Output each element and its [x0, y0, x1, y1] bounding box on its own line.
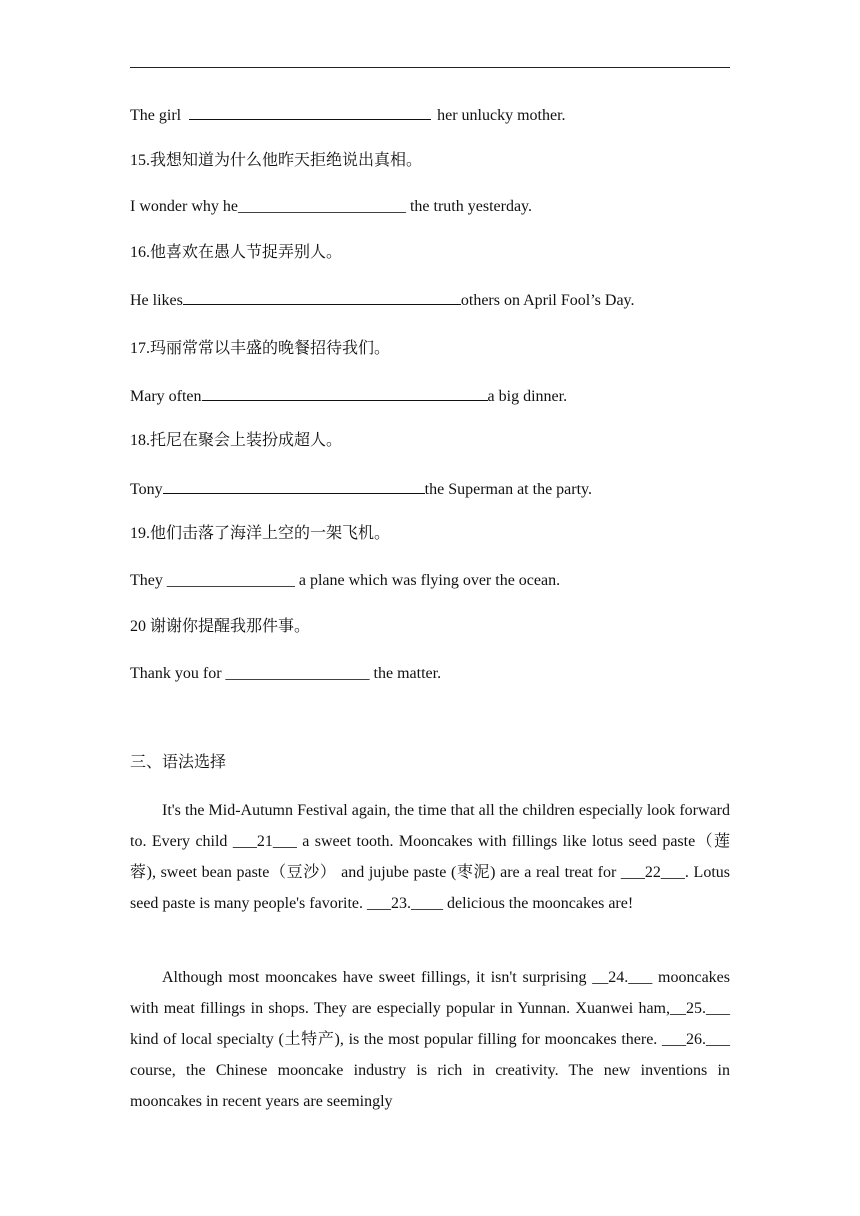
line-text-post: the Superman at the party. — [424, 481, 593, 498]
answer-blank[interactable] — [163, 478, 425, 494]
exercise-line-20-cn: 20 谢谢你提醒我那件事。 — [130, 618, 311, 635]
exercise-line-18-cn: 18.托尼在聚会上装扮成超人。 — [130, 432, 343, 449]
answer-blank[interactable] — [183, 289, 461, 305]
line-text-pre: He likes — [130, 292, 183, 309]
answer-blank[interactable] — [189, 104, 431, 120]
exercise-line-15-cn: 15.我想知道为什么他昨天拒绝说出真相。 — [130, 152, 423, 169]
exercise-line-16-cn: 16.他喜欢在愚人节捉弄别人。 — [130, 244, 343, 261]
answer-blank[interactable]: ________________ — [166, 572, 295, 589]
line-text-post: a big dinner. — [487, 388, 568, 405]
exercise-line-17-cn: 17.玛丽常常以丰盛的晚餐招待我们。 — [130, 340, 391, 357]
line-text-pre: They — [130, 572, 167, 589]
line-text-pre: Mary often — [130, 388, 202, 405]
line-text-pre: Thank you for — [130, 665, 226, 682]
exercise-line-15-en — [130, 196, 532, 218]
line-text-post: her unlucky mother. — [433, 107, 566, 124]
line-text-pre: The girl — [130, 107, 186, 124]
exercise-line-20-en — [130, 663, 441, 685]
exercise-line-16-en — [130, 289, 635, 312]
passage-paragraph-1: It's the Mid-Autumn Festival again, the time that all the children especially look forward to. Every child ___21___ a sweet tooth. Mooncakes with fillings like lotus seed paste（莲蓉), sweet bean paste（豆沙） and jujube paste (枣泥) are a real treat for ___22___. Lotus seed paste is many people's favorite. ___23.____ delicious the mooncakes are! — [130, 802, 730, 912]
section-title: 三、语法选择 — [130, 754, 227, 771]
answer-blank[interactable]: _____________________ — [237, 198, 406, 215]
exercise-line-14-en — [130, 104, 566, 127]
answer-blank[interactable] — [202, 385, 488, 401]
line-text-pre: Tony — [130, 481, 163, 498]
answer-blank[interactable]: __________________ — [225, 665, 370, 682]
line-text-post: a plane which was flying over the ocean. — [294, 572, 561, 589]
exercise-line-19-cn: 19.他们击落了海洋上空的一架飞机。 — [130, 525, 391, 542]
header-rule — [130, 67, 730, 68]
line-text-post: others on April Fool’s Day. — [460, 292, 635, 309]
line-text-post: the truth yesterday. — [405, 198, 532, 215]
line-text-pre: I wonder why he — [130, 198, 238, 215]
exercise-line-18-en — [130, 478, 592, 501]
exercise-line-19-en — [130, 570, 560, 592]
passage-paragraph-2: Although most mooncakes have sweet fillings, it isn't surprising __24.___ mooncakes with meat fillings in shops. They are especially popular in Yunnan. Xuanwei ham,__25.___ kind of local specialty (土特产), is the most popular filling for mooncakes there. ___26.___ course, the Chinese mooncake industry is rich in creativity. The new inventions in mooncakes in recent years are seemingly — [130, 969, 730, 1110]
exercise-line-17-en — [130, 385, 567, 408]
line-text-post: the matter. — [369, 665, 442, 682]
